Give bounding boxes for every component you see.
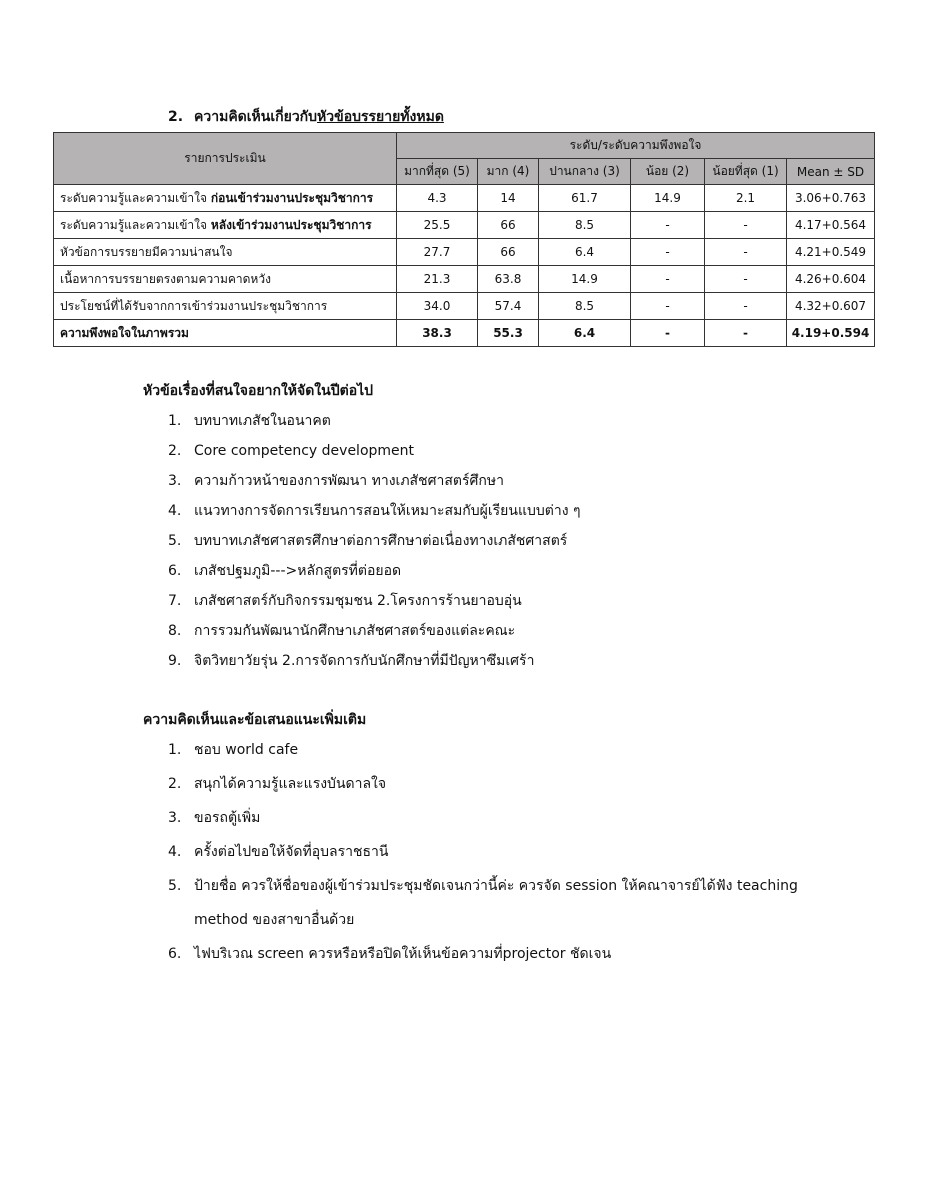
item-text: แนวทางการจัดการเรียนการสอนให้เหมาะสมกับผู้เรียนแบบต่าง ๆ	[194, 503, 581, 519]
list-item	[168, 646, 848, 676]
table-cell: 4.26+0.604	[787, 266, 875, 293]
list-item	[168, 869, 848, 937]
item-text: สนุกได้ความรู้และแรงบันดาลใจ	[194, 776, 387, 792]
item-text: ครั้งต่อไปขอให้จัดที่อุบลราชธานี	[194, 844, 389, 860]
table-cell: 4.17+0.564	[787, 212, 875, 239]
table-cell: 27.7	[397, 239, 478, 266]
item-number: 4.	[168, 503, 182, 519]
item-text: บทบาทเภสัชในอนาคต	[194, 413, 331, 429]
evaluation-table	[53, 132, 875, 347]
list-item	[168, 466, 848, 496]
item-number: 1.	[168, 742, 182, 758]
item-text: การรวมกันพัฒนานักศึกษาเภสัชศาสตร์ของแต่ละคณะ	[194, 623, 516, 639]
item-number: 9.	[168, 653, 182, 669]
topics-heading: หัวข้อเรื่องที่สนใจอยากให้จัดในปีต่อไป	[143, 383, 374, 399]
table-cell: 61.7	[539, 185, 631, 212]
table-cell: 4.3	[397, 185, 478, 212]
row-label-bold: ความพึงพอใจในภาพรวม	[60, 325, 189, 340]
item-text: Core competency development	[194, 443, 415, 459]
section-number: 2.	[168, 109, 184, 125]
table-cell: -	[705, 293, 787, 320]
section-title-underlined: หัวข้อบรรยายทั้งหมด	[317, 109, 444, 125]
row-label	[54, 185, 397, 212]
table-cell: 6.4	[539, 320, 631, 347]
header-item: รายการประเมิน	[54, 133, 397, 185]
table-cell: 2.1	[705, 185, 787, 212]
table-cell: 34.0	[397, 293, 478, 320]
list-item	[168, 801, 848, 835]
table-cell: -	[705, 212, 787, 239]
table-cell: 14.9	[631, 185, 705, 212]
list-item	[168, 616, 848, 646]
table-cell: 25.5	[397, 212, 478, 239]
row-label	[54, 266, 397, 293]
table-cell: 63.8	[478, 266, 539, 293]
row-label	[54, 293, 397, 320]
item-number: 6.	[168, 946, 182, 962]
table-cell: 4.19+0.594	[787, 320, 875, 347]
item-number: 1.	[168, 413, 182, 429]
item-text: เภสัชศาสตร์กับกิจกรรมชุมชน 2.โครงการร้านยาอบอุ่น	[194, 593, 522, 609]
table-cell: -	[705, 266, 787, 293]
table-cell: 66	[478, 239, 539, 266]
table-cell: 57.4	[478, 293, 539, 320]
column-header: มากที่สุด (5)	[397, 159, 478, 185]
table-cell: 8.5	[539, 293, 631, 320]
list-item	[168, 767, 848, 801]
column-header: น้อย (2)	[631, 159, 705, 185]
list-item	[168, 586, 848, 616]
list-item	[168, 556, 848, 586]
item-number: 5.	[168, 878, 182, 894]
row-label-text: เนื้อหาการบรรยายตรงตามความคาดหวัง	[60, 271, 271, 286]
table-cell: -	[631, 266, 705, 293]
item-number: 2.	[168, 776, 182, 792]
list-item	[168, 733, 848, 767]
row-label	[54, 239, 397, 266]
column-header: Mean ± SD	[787, 159, 875, 185]
list-item	[168, 406, 848, 436]
row-label-text: ประโยชน์ที่ได้รับจากการเข้าร่วมงานประชุมวิชาการ	[60, 298, 328, 313]
table-row	[54, 293, 875, 320]
row-label-text: หัวข้อการบรรยายมีความน่าสนใจ	[60, 244, 233, 259]
table-cell: 3.06+0.763	[787, 185, 875, 212]
item-text: เภสัชปฐมภูมิ--->หลักสูตรที่ต่อยอด	[194, 563, 402, 579]
table-cell: -	[705, 239, 787, 266]
table-cell: -	[631, 320, 705, 347]
table-cell: 21.3	[397, 266, 478, 293]
item-number: 2.	[168, 443, 182, 459]
column-header: น้อยที่สุด (1)	[705, 159, 787, 185]
section-title	[168, 106, 444, 128]
table-cell: 4.32+0.607	[787, 293, 875, 320]
table-cell: 14.9	[539, 266, 631, 293]
table-row	[54, 185, 875, 212]
table-cell: 8.5	[539, 212, 631, 239]
item-text: บทบาทเภสัชศาสตรศึกษาต่อการศึกษาต่อเนื่องทางเภสัชศาสตร์	[194, 533, 568, 549]
row-label-bold: ก่อนเข้าร่วมงานประชุมวิชาการ	[210, 190, 374, 205]
table-cell: 38.3	[397, 320, 478, 347]
row-label-bold: หลังเข้าร่วมงานประชุมวิชาการ	[210, 217, 372, 232]
table-cell: 66	[478, 212, 539, 239]
item-text: ชอบ world cafe	[194, 742, 299, 758]
header-group: ระดับ/ระดับความพึงพอใจ	[397, 133, 875, 159]
row-label	[54, 320, 397, 347]
suggestions-list	[168, 733, 848, 971]
row-label-text: ระดับความรู้และความเข้าใจ	[60, 190, 211, 205]
section-title-prefix: ความคิดเห็นเกี่ยวกับ	[194, 109, 318, 125]
table-row	[54, 266, 875, 293]
item-number: 3.	[168, 810, 182, 826]
list-item	[168, 526, 848, 556]
item-number: 4.	[168, 844, 182, 860]
row-label	[54, 212, 397, 239]
item-text: จิตวิทยาวัยรุ่น 2.การจัดการกับนักศึกษาที่มีปัญหาซึมเศร้า	[194, 653, 535, 669]
item-number: 7.	[168, 593, 182, 609]
item-text: ไฟบริเวณ screen ควรหรือหรือปิดให้เห็นข้อความที่projector ชัดเจน	[194, 946, 612, 962]
item-number: 6.	[168, 563, 182, 579]
table-cell: -	[631, 239, 705, 266]
table-cell: -	[631, 293, 705, 320]
table-row	[54, 239, 875, 266]
topics-list	[168, 406, 848, 676]
list-item	[168, 937, 848, 971]
suggestions-heading: ความคิดเห็นและข้อเสนอแนะเพิ่มเติม	[143, 712, 367, 728]
column-header: ปานกลาง (3)	[539, 159, 631, 185]
row-label-text: ระดับความรู้และความเข้าใจ	[60, 217, 211, 232]
item-number: 8.	[168, 623, 182, 639]
item-text: ความก้าวหน้าของการพัฒนา ทางเภสัชศาสตร์ศึกษา	[194, 473, 504, 489]
table-cell: 6.4	[539, 239, 631, 266]
table-cell: -	[705, 320, 787, 347]
list-item	[168, 835, 848, 869]
item-number: 5.	[168, 533, 182, 549]
table-row-total	[54, 320, 875, 347]
table-cell: 4.21+0.549	[787, 239, 875, 266]
item-text: ขอรถตู้เพิ่ม	[194, 810, 261, 826]
column-header: มาก (4)	[478, 159, 539, 185]
table-cell: -	[631, 212, 705, 239]
table-row	[54, 212, 875, 239]
list-item	[168, 436, 848, 466]
item-number: 3.	[168, 473, 182, 489]
list-item	[168, 496, 848, 526]
table-cell: 55.3	[478, 320, 539, 347]
table-cell: 14	[478, 185, 539, 212]
item-text: ป้ายชื่อ ควรให้ชื่อของผู้เข้าร่วมประชุมชัดเจนกว่านี้ค่ะ ควรจัด session ให้คณาจารย์ได้ฟัง teaching method ของสาขาอื่นด้วย	[194, 878, 798, 928]
